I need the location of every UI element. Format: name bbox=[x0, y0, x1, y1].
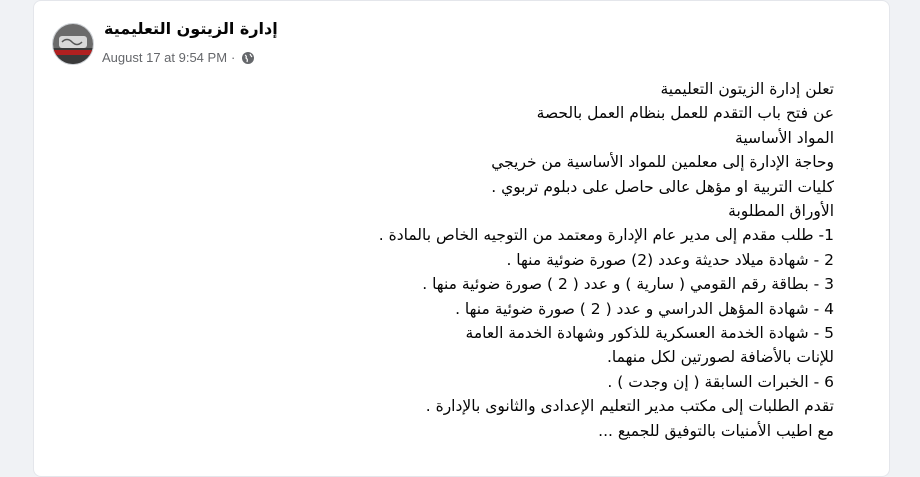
post-card bbox=[33, 0, 890, 477]
post-line: عن فتح باب التقدم للعمل بنظام العمل بالحصة bbox=[536, 104, 834, 123]
post-line: تقدم الطلبات إلى مكتب مدير التعليم الإعدادى والثانوى بالإدارة . bbox=[425, 397, 834, 416]
post-text bbox=[74, 77, 834, 443]
post-line: المواد الأساسية bbox=[735, 128, 834, 147]
page-name-link[interactable]: إدارة الزيتون التعليمية bbox=[104, 19, 278, 38]
post-line: 4 - شهادة المؤهل الدراسي و عدد ( 2 ) صورة ضوئية منها . bbox=[455, 299, 834, 318]
page-avatar[interactable] bbox=[52, 23, 94, 65]
post-line: مع اطيب الأمنيات بالتوفيق للجميع ... bbox=[598, 421, 834, 440]
post-line: 1- طلب مقدم إلى مدير عام الإدارة ومعتمد من التوجيه الخاص بالمادة . bbox=[378, 226, 834, 245]
post-timestamp[interactable]: August 17 at 9:54 PM bbox=[102, 50, 228, 65]
post-line: 6 - الخبرات السابقة ( إن وجدت ) . bbox=[607, 372, 834, 391]
post-line: للإنات بالأضافة لصورتين لكل منهما. bbox=[607, 348, 834, 367]
post-line: 3 - بطاقة رقم القومي ( سارية ) و عدد ( 2 ) صورة ضوئية منها . bbox=[422, 275, 834, 294]
post-line: 2 - شهادة ميلاد حديثة وعدد (2) صورة ضوئية منها . bbox=[506, 250, 834, 269]
post-meta bbox=[102, 50, 255, 65]
post-line: تعلن إدارة الزيتون التعليمية bbox=[660, 80, 834, 98]
post-line: 5 - شهادة الخدمة العسكرية للذكور وشهادة الخدمة العامة bbox=[465, 324, 834, 343]
meta-separator: · bbox=[231, 50, 236, 65]
post-line: كليات التربية او مؤهل عالى حاصل على دبلوم تربوي . bbox=[491, 177, 834, 196]
post-line: الأوراق المطلوبة bbox=[728, 202, 834, 221]
globe-icon[interactable] bbox=[241, 51, 255, 65]
post-line: وحاجة الإدارة إلى معلمين للمواد الأساسية من خريجي bbox=[491, 153, 834, 172]
